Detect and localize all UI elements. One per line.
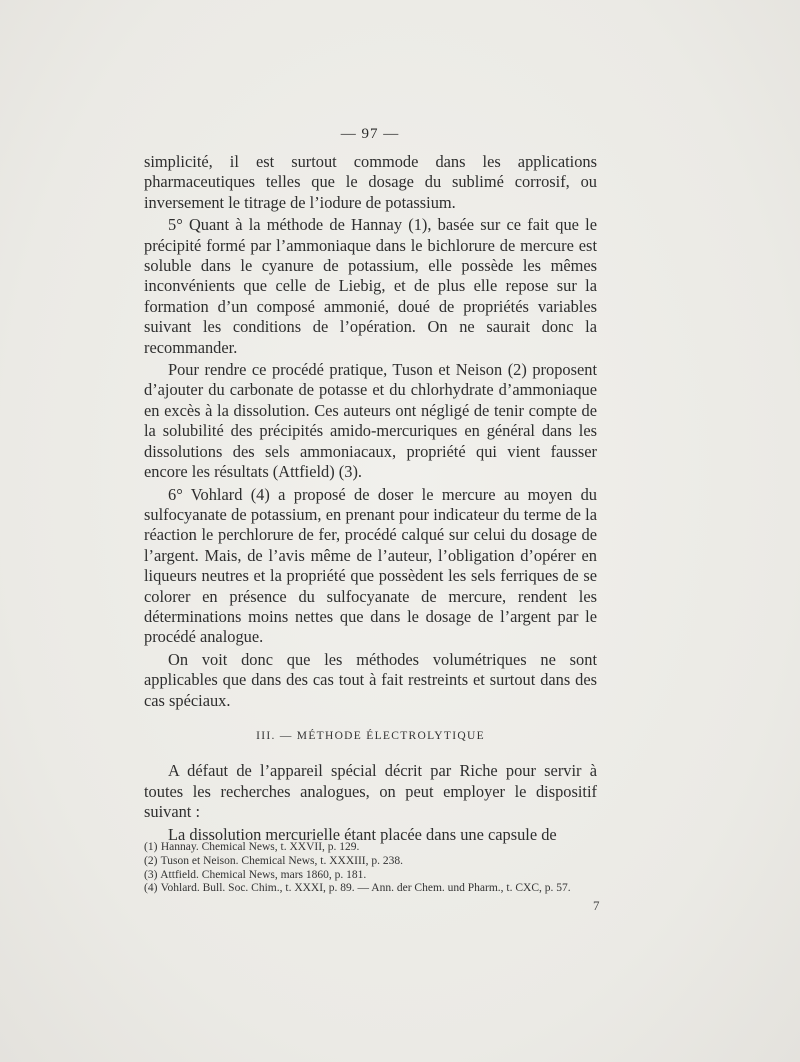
paragraph-1: simplicité, il est surtout commode dans les applications pharmaceutiques telles que le dosage du sublimé corrosif, ou inversement le titrage de l’iodure de potassium. — [144, 152, 597, 212]
paragraph-7: La dissolution mercurielle étant placée dans une capsule de — [168, 824, 557, 844]
footnote-text: Vohlard. Bull. Soc. Chim., t. XXXI, p. 89. — Ann. der Chem. und Pharm., t. CXC, p. 57. — [160, 882, 571, 895]
footnote — [144, 882, 597, 896]
footnote-number: (1) — [144, 841, 158, 853]
footnote-number: (2) — [144, 854, 158, 867]
footnote-number: (3) — [144, 868, 158, 881]
footnotes — [144, 841, 597, 896]
section-heading: III. — MÉTHODE ÉLECTROLYTIQUE — [256, 729, 485, 742]
paragraph-3: Pour rendre ce procédé pratique, Tuson et Neison (2) proposent d’ajouter du carbonate de potasse et du chlorhydrate d’ammoniaque en excès à la dissolution. Ces auteurs ont négligé de tenir compte de la solubilité des précipités amido-mercuriques en général dans les dissolutions des sels ammoniacaux, propriété qui vient fausser encore les résultats (Attfield) (3). — [144, 360, 597, 482]
footnote — [144, 841, 597, 855]
body-text — [144, 152, 597, 845]
paragraph-4: 6° Vohlard (4) a proposé de doser le mercure au moyen du sulfocyanate de potassium, en prenant pour indicateur du terme de la réaction le perchlorure de fer, procédé calqué sur celui du dosage de l’argent. Mais, de l’avis même de l’auteur, l’obligation d’opérer en liqueurs neutres et la propriété que possèdent les sels ferriques de se colorer en présence du sulfocyanate de mercure, rendent les déterminations moins nettes que dans le dosage de l’argent par le procédé analogue. — [144, 484, 597, 647]
paragraph-2: 5° Quant à la méthode de Hannay (1), basée sur ce fait que le précipité formé par l’ammoniaque dans le bichlorure de mercure est soluble dans le cyanure de potassium, elle possède les mêmes inconvénients que celle de Liebig, et de plus elle repose sur la formation d’un composé ammonié, doué de propriétés variables suivant les conditions de l’opération. On ne saurait donc la recommander. — [144, 215, 597, 357]
footnote-text: Tuson et Neison. Chemical News, t. XXXIII, p. 238. — [160, 854, 404, 867]
signature-mark: 7 — [593, 898, 600, 913]
footnote-text: Hannay. Chemical News, t. XXVII, p. 129. — [160, 841, 360, 853]
footnote-number: (4) — [144, 882, 158, 895]
footnote — [144, 855, 597, 869]
paragraph-6: A défaut de l’appareil spécial décrit par Riche pour servir à toutes les recherches analogues, on peut employer le dispositif suivant : — [144, 761, 597, 822]
paragraph-5: On voit donc que les méthodes volumétriques ne sont applicables que dans des cas tout à fait restreints et surtout dans des cas spéciaux. — [144, 649, 597, 710]
footnote-text: Attfield. Chemical News, mars 1860, p. 181. — [160, 868, 367, 881]
footnote — [144, 869, 597, 883]
page-number: — 97 — — [340, 126, 400, 142]
